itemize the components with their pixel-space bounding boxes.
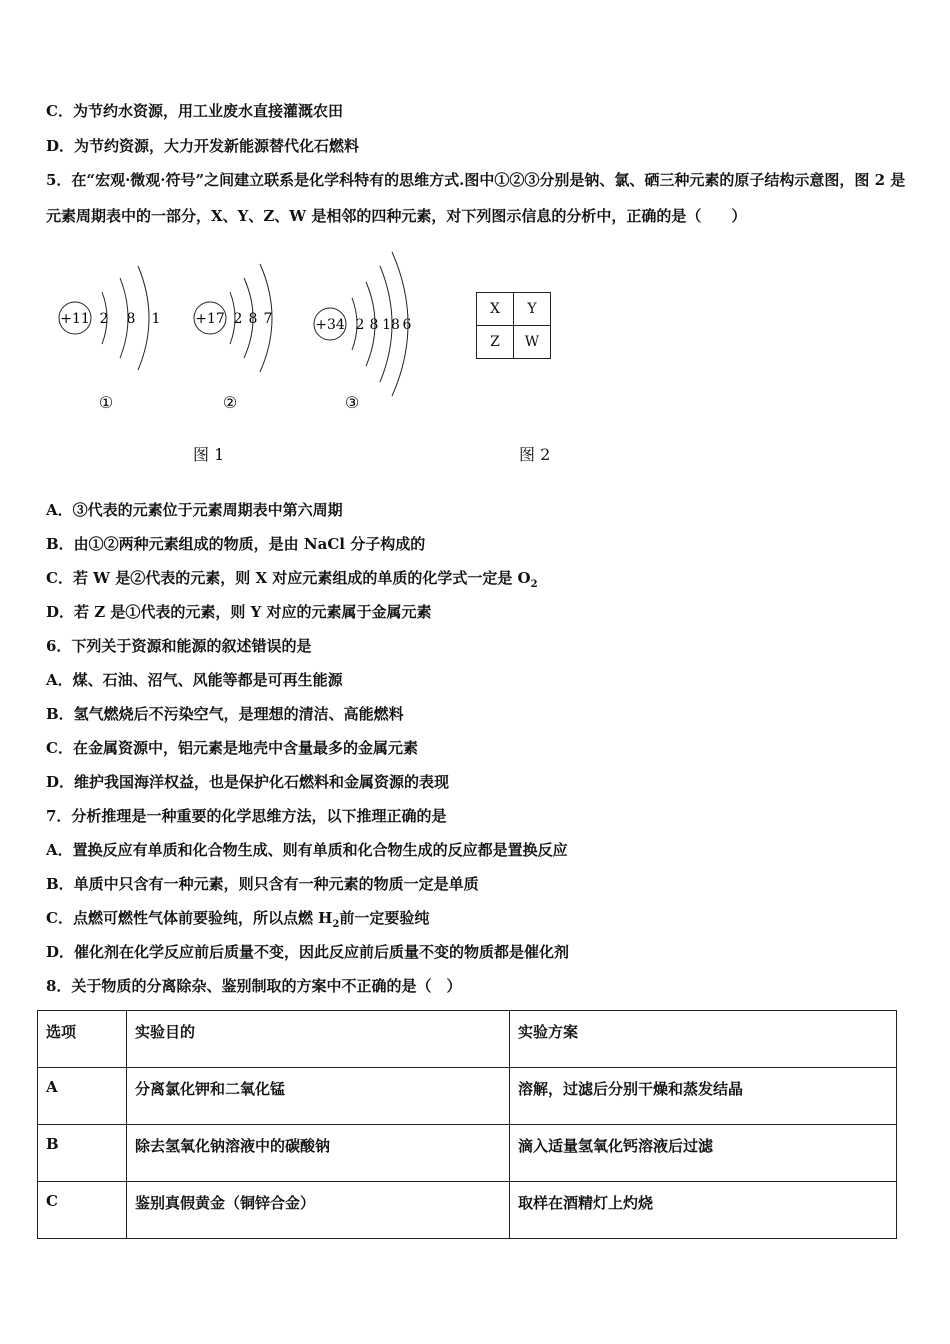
figure-1-atom-diagrams: [40, 246, 500, 466]
q7-option-c: [46, 907, 429, 932]
table-header-row: [38, 1011, 897, 1068]
table-row: [38, 1125, 897, 1182]
shell-3-4: 6: [402, 317, 412, 333]
row-a-option: A: [38, 1068, 127, 1125]
q7c-subscript: 2: [332, 919, 340, 930]
figure-1-caption: 图 1: [193, 445, 225, 464]
row-c-option: C: [38, 1182, 127, 1239]
nucleus-3: +34: [315, 317, 345, 333]
q7c-text-pre: C．点燃可燃性气体前要验纯，所以点燃 H: [46, 909, 333, 927]
option-c-prev: C．为节约水资源，用工业废水直接灌溉农田: [46, 102, 343, 120]
shell-1-2: 8: [126, 311, 136, 327]
shell-2-2: 8: [248, 311, 258, 327]
question-6: 6．下列关于资源和能源的叙述错误的是: [46, 637, 312, 655]
shell-2-1: 2: [233, 311, 243, 327]
cell-x: X: [477, 293, 514, 326]
q7-option-d: D．催化剂在化学反应前后质量不变，因此反应前后质量不变的物质都是催化剂: [46, 943, 570, 961]
question-5: 5．在“宏观·微观·符号”之间建立联系是化学科特有的思维方式.图中①②③分别是钠、氯、硒三种元素的原子结构示意图，图 2 是元素周期表中的一部分，X、Y、Z、W 是相邻的四种元素，对下列图示信息的分析中，正确的是（ ）: [46, 171, 906, 225]
q5-option-d: D．若 Z 是①代表的元素，则 Y 对应的元素属于金属元素: [46, 603, 432, 621]
option-d-prev: D．为节约资源，大力开发新能源替代化石燃料: [46, 137, 360, 155]
row-a-plan: 溶解，过滤后分别干燥和蒸发结晶: [510, 1068, 897, 1125]
figure-2-caption: 图 2: [519, 445, 551, 464]
shell-3-1: 2: [355, 317, 365, 333]
q7-option-a: A．置换反应有单质和化合物生成、则有单质和化合物生成的反应都是置换反应: [46, 841, 568, 859]
q5c-text: C．若 W 是②代表的元素，则 X 对应元素组成的单质的化学式一定是 O: [46, 569, 531, 587]
row-b-purpose: 除去氢氧化钠溶液中的碳酸钠: [127, 1125, 510, 1182]
atom-label-1: ①: [98, 393, 114, 412]
header-plan: 实验方案: [510, 1011, 897, 1068]
table-row: [38, 1068, 897, 1125]
q5-option-b: B．由①②两种元素组成的物质，是由 NaCl 分子构成的: [46, 535, 426, 553]
cell-w: W: [514, 326, 551, 359]
q6-option-c: C．在金属资源中，铝元素是地壳中含量最多的金属元素: [46, 739, 418, 757]
nucleus-1: +11: [60, 311, 90, 327]
row-b-option: B: [38, 1125, 127, 1182]
figure-2-periodic-table: [476, 292, 551, 359]
row-c-plan: 取样在酒精灯上灼烧: [510, 1182, 897, 1239]
q5c-subscript: 2: [530, 579, 538, 590]
q8-options-table: [37, 1010, 897, 1239]
q5-option-c: [46, 567, 538, 592]
q7-option-b: B．单质中只含有一种元素，则只含有一种元素的物质一定是单质: [46, 875, 479, 893]
atom-label-3: ③: [344, 393, 360, 412]
cell-y: Y: [514, 293, 551, 326]
q7c-text-post: 前一定要验纯: [339, 909, 430, 927]
table-row: [38, 1182, 897, 1239]
nucleus-2: +17: [195, 311, 225, 327]
row-b-plan: 滴入适量氢氧化钙溶液后过滤: [510, 1125, 897, 1182]
shell-1-3: 1: [151, 311, 161, 327]
row-c-purpose: 鉴别真假黄金（铜锌合金）: [127, 1182, 510, 1239]
question-8: 8．关于物质的分离除杂、鉴别制取的方案中不正确的是（ ）: [46, 977, 462, 995]
row-a-purpose: 分离氯化钾和二氧化锰: [127, 1068, 510, 1125]
q6-option-a: A．煤、石油、沼气、风能等都是可再生能源: [46, 671, 343, 689]
header-purpose: 实验目的: [127, 1011, 510, 1068]
q5-option-a: A．③代表的元素位于元素周期表中第六周期: [46, 501, 343, 519]
q6-option-b: B．氢气燃烧后不污染空气，是理想的清洁、高能燃料: [46, 705, 404, 723]
header-option: 选项: [38, 1011, 127, 1068]
q6-option-d: D．维护我国海洋权益，也是保护化石燃料和金属资源的表现: [46, 773, 450, 791]
cell-z: Z: [477, 326, 514, 359]
shell-1-1: 2: [99, 311, 109, 327]
shell-3-2: 8: [369, 317, 379, 333]
atom-label-2: ②: [222, 393, 238, 412]
shell-2-3: 7: [263, 311, 273, 327]
question-7: 7．分析推理是一种重要的化学思维方法，以下推理正确的是: [46, 807, 447, 825]
shell-3-3: 18: [382, 317, 400, 333]
